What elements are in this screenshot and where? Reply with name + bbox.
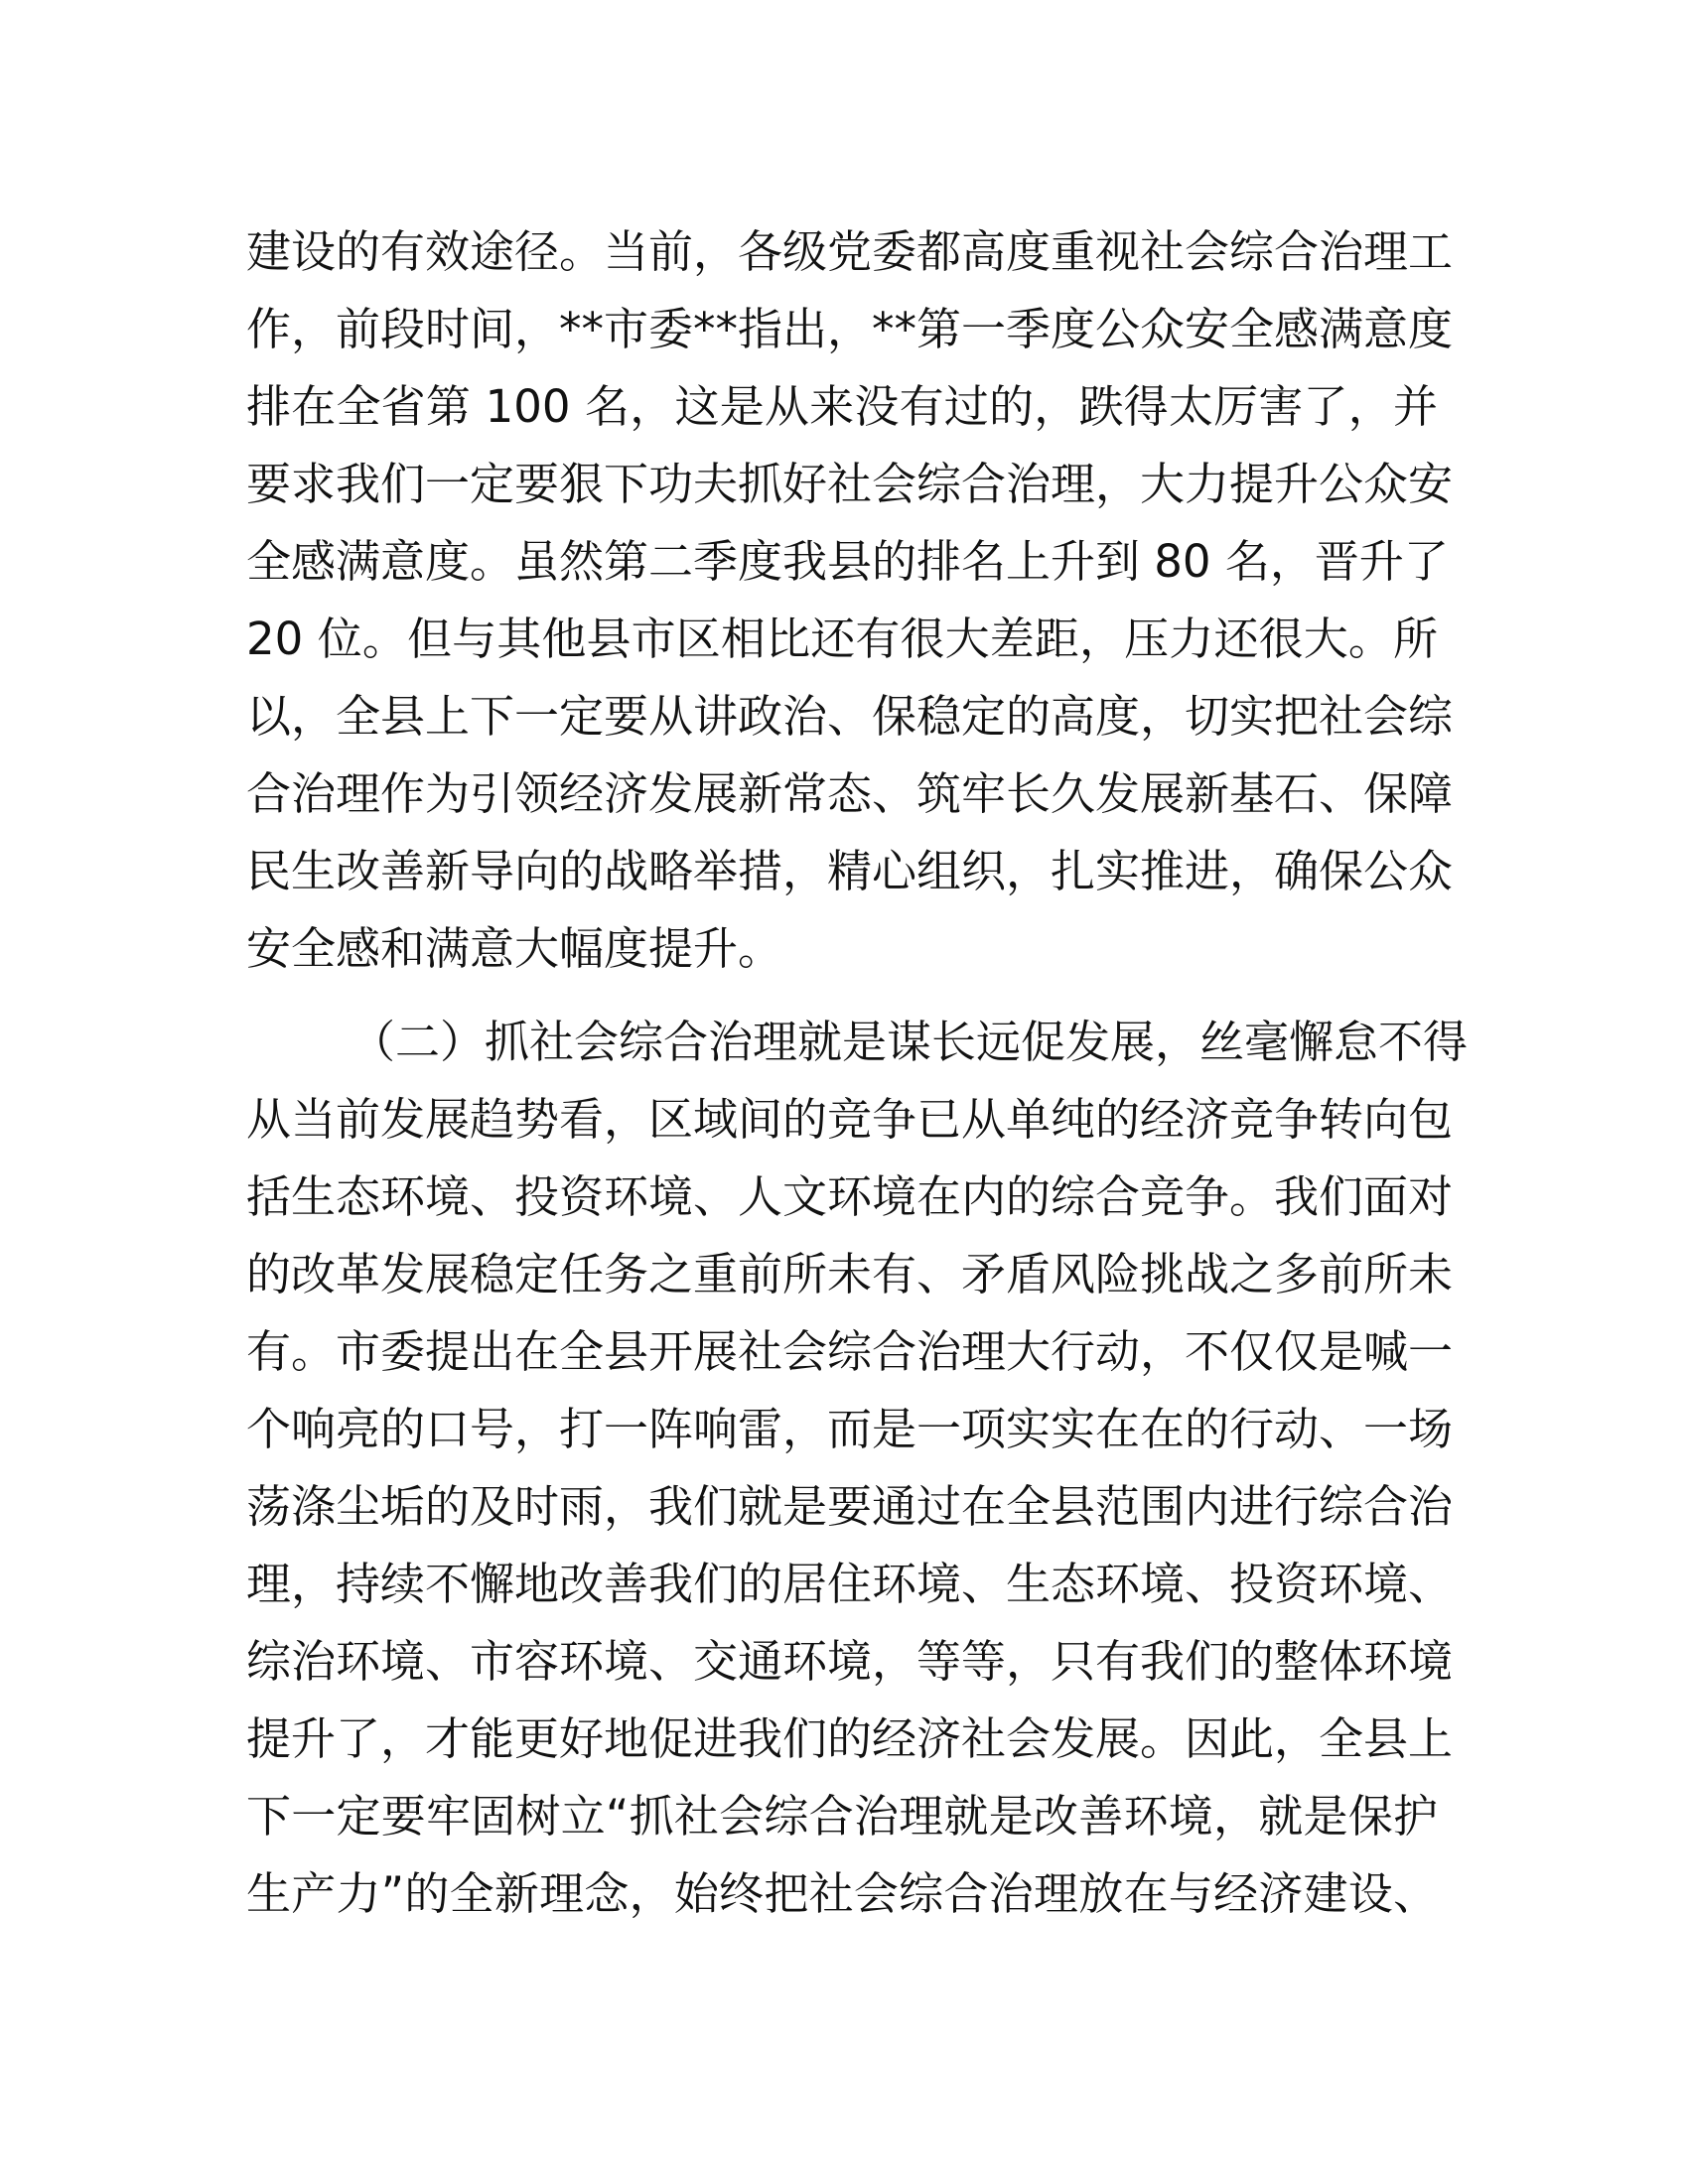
text-line: 合治理作为引领经济发展新常态、筑牢长久发展新基石、保障	[246, 767, 1454, 820]
text-line: 要求我们一定要狠下功夫抓好社会综合治理，大力提升公众安	[246, 458, 1454, 510]
text-line: 以，全县上下一定要从讲政治、保稳定的高度，切实把社会综	[246, 690, 1454, 743]
section-heading: （二）抓社会综合治理就是谋长远促发展，丝毫懈怠不得	[351, 1016, 1469, 1068]
paragraph-spacer	[246, 988, 1438, 1004]
document-body	[246, 213, 1469, 1933]
text-line: 从当前发展趋势看，区域间的竞争已从单纯的经济竞争转向包	[246, 1093, 1454, 1146]
text-line: 括生态环境、投资环境、人文环境在内的综合竞争。我们面对	[246, 1170, 1454, 1223]
text-line: 有。市委提出在全县开展社会综合治理大行动，不仅仅是喊一	[246, 1325, 1454, 1378]
text-line: 荡涤尘垢的及时雨，我们就是要通过在全县范围内进行综合治	[246, 1480, 1454, 1533]
text-line: 作，前段时间，**市委**指出，**第一季度公众安全感满意度	[246, 303, 1454, 355]
text-line: 安全感和满意大幅度提升。	[246, 922, 783, 975]
text-line: 20 位。但与其他县市区相比还有很大差距，压力还很大。所	[246, 613, 1438, 665]
text-line: 的改革发展稳定任务之重前所未有、矛盾风险挑战之多前所未	[246, 1248, 1454, 1300]
text-line: 全感满意度。虽然第二季度我县的排名上升到 80 名，晋升了	[246, 535, 1449, 588]
text-line: 建设的有效途径。当前，各级党委都高度重视社会综合治理工	[246, 225, 1454, 278]
text-line: 民生改善新导向的战略举措，精心组织，扎实推进，确保公众	[246, 845, 1454, 897]
paragraph-2	[246, 1004, 1469, 1933]
text-line: 下一定要牢固树立“抓社会综合治理就是改善环境，就是保护	[246, 1790, 1438, 1843]
text-line: 生产力”的全新理念，始终把社会综合治理放在与经济建设、	[246, 1867, 1438, 1920]
text-line: 综治环境、市容环境、交通环境，等等，只有我们的整体环境	[246, 1635, 1454, 1688]
text-line: 理，持续不懈地改善我们的居住环境、生态环境、投资环境、	[246, 1558, 1454, 1610]
paragraph-1	[246, 213, 1454, 988]
text-line: 提升了，才能更好地促进我们的经济社会发展。因此，全县上	[246, 1712, 1454, 1765]
text-line: 排在全省第 100 名，这是从来没有过的，跌得太厉害了，并	[246, 380, 1438, 433]
text-line: 个响亮的口号，打一阵响雷，而是一项实实在在的行动、一场	[246, 1403, 1454, 1455]
